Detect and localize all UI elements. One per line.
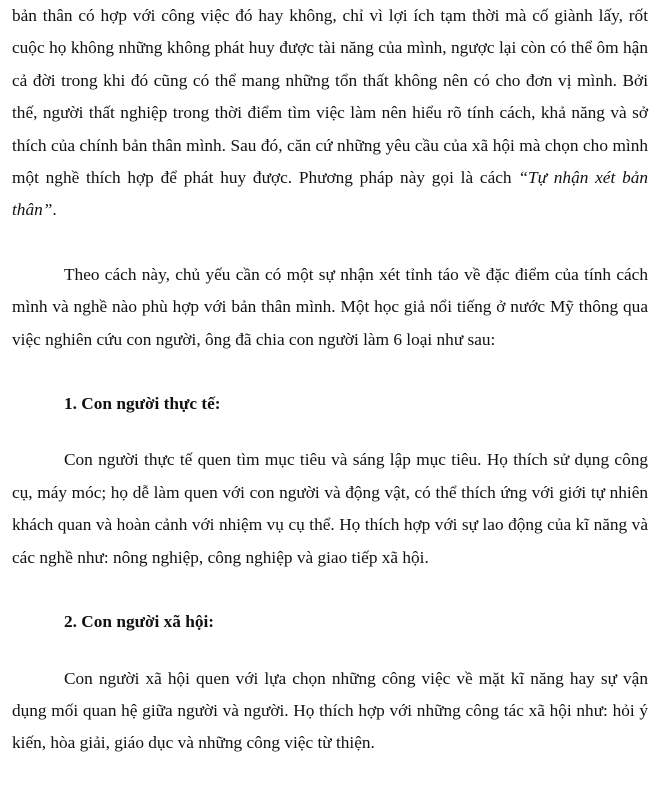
paragraph-intro-end: . — [52, 200, 57, 220]
paragraph-method: Theo cách này, chủ yếu cần có một sự nhận xét tỉnh táo về đặc điểm của tính cách mình và nghề nào phù hợp với bản thân mình. Một học giả nổi tiếng ở nước Mỹ thông qua việc nghiên cứu con người, ông đã chia con người làm 6 loại như sau: — [12, 264, 648, 349]
paragraph-intro-text: bản thân có hợp với công việc đó hay không, chỉ vì lợi ích tạm thời mà cố giành lấy, rốt cuộc họ không những không phát huy được tài năng của mình, ngược lại còn có thể ôm hận cả đời trong khi đó cũng có thể mang những tổn thất không nên có cho đơn vị mình. Bởi thế, người thất nghiệp trong thời điểm tìm việc làm nên hiểu rõ tính cách, khả năng và sở thích của chính bản thân mình. Sau đó, căn cứ những yêu cầu của xã hội mà chọn cho mình một nghề thích hợp để phát huy được. Phương pháp này gọi là cách — [12, 6, 648, 188]
paragraph-realistic-person: Con người thực tế quen tìm mục tiêu và sáng lập mục tiêu. Họ thích sử dụng công cụ, máy móc; họ dễ làm quen với con người và động vật, có thể thích ứng với giới tự nhiên khách quan và hoàn cảnh với nhiệm vụ cụ thể. Họ thích hợp với sự lao động của kĩ năng và các nghề như: nông nghiệp, công nghiệp và giao tiếp xã hội. — [12, 450, 648, 567]
heading-social-person: 2. Con người xã hội: — [64, 612, 215, 632]
method-name: “Tự nhận xét bản thân” — [12, 168, 648, 220]
heading-realistic-person: 1. Con người thực tế: — [64, 394, 221, 414]
paragraph-social-person: Con người xã hội quen với lựa chọn những công việc về mặt kĩ năng hay sự vận dụng mối quan hệ giữa người và người. Họ thích hợp với những công tác xã hội như: hỏi ý kiến, hòa giải, giáo dục và những công việc từ thiện. — [12, 668, 648, 753]
paragraph-intro — [12, 0, 648, 227]
